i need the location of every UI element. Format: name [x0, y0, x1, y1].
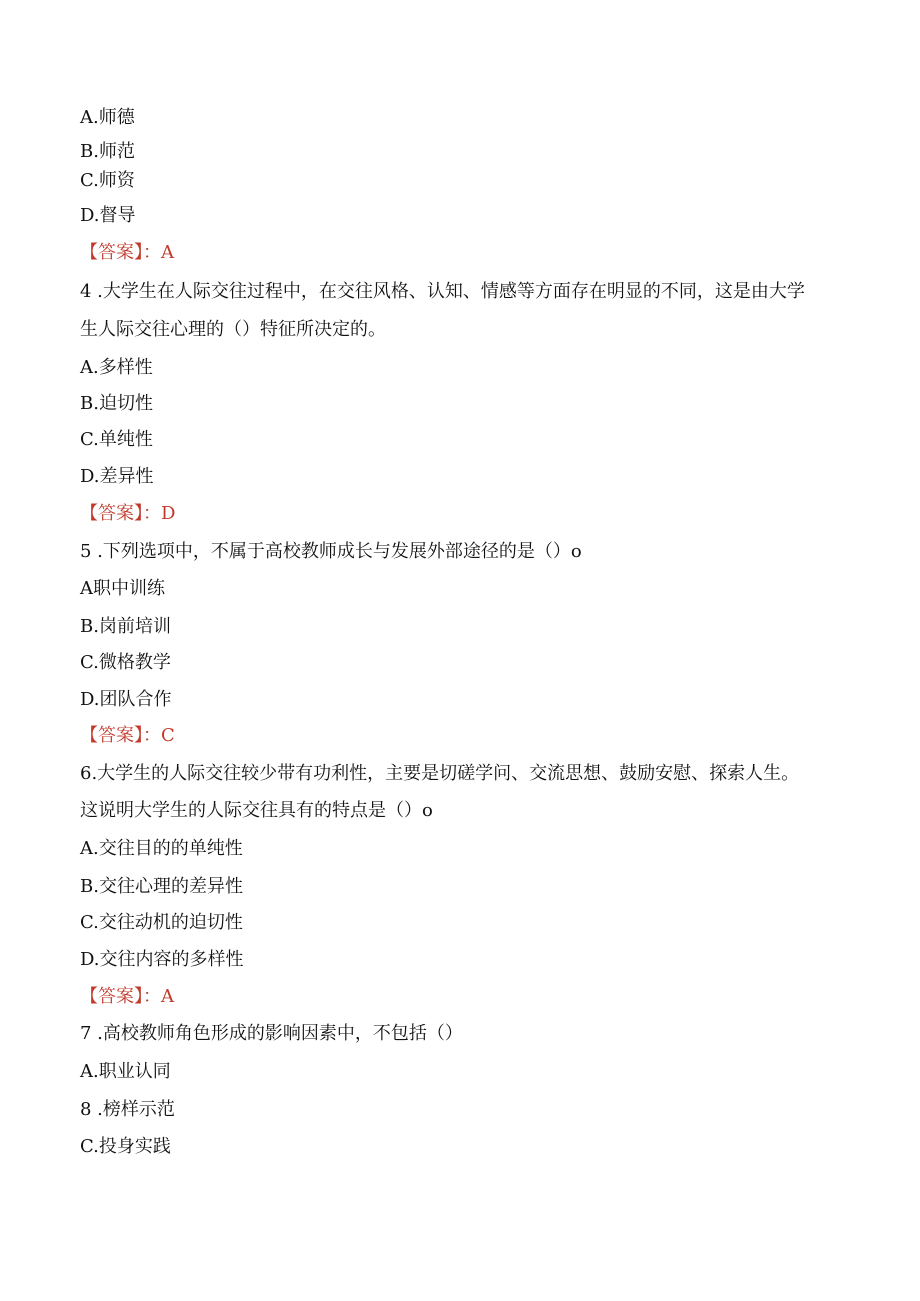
option-line: D.差异性 [80, 466, 154, 487]
option-line: C.单纯性 [80, 429, 153, 450]
answer-line [80, 723, 175, 749]
option-line: C.师资 [80, 170, 135, 191]
answer-value: C [161, 725, 175, 746]
option-line: B.迫切性 [80, 393, 153, 414]
answer-line [80, 501, 175, 527]
question-line: 5 .下列选项中，不属于高校教师成长与发展外部途径的是（）o [80, 541, 582, 562]
option-line: B.师范 [80, 141, 135, 162]
question-line: 6.大学生的人际交往较少带有功利性，主要是切磋学问、交流思想、鼓励安慰、探索人生。 [80, 763, 800, 784]
question-line: 生人际交往心理的（）特征所决定的。 [80, 319, 386, 340]
answer-line [80, 240, 174, 266]
answer-separator: ： [143, 986, 161, 1007]
answer-value: A [161, 242, 174, 263]
option-line: D.督导 [80, 205, 136, 226]
answer-label: 【答案】 [80, 503, 143, 524]
option-line: A.多样性 [80, 357, 153, 378]
option-line: C.交往动机的迫切性 [80, 912, 243, 933]
option-line: B.交往心理的差异性 [80, 876, 243, 897]
option-line: A.职业认同 [80, 1061, 171, 1082]
option-line: A职中训练 [80, 578, 165, 599]
answer-separator: ： [143, 242, 161, 263]
answer-separator: ： [143, 503, 161, 524]
answer-value: D [161, 503, 176, 524]
answer-label: 【答案】 [80, 242, 143, 263]
answer-line [80, 984, 174, 1010]
question-line: 7 .高校教师角色形成的影响因素中，不包括（） [80, 1023, 463, 1044]
option-line: A.师德 [80, 107, 135, 128]
question-line: 这说明大学生的人际交往具有的特点是（）o [80, 800, 433, 821]
option-line: D.团队合作 [80, 689, 172, 710]
option-line: 8 .榜样示范 [80, 1099, 175, 1120]
option-line: B.岗前培训 [80, 616, 171, 637]
answer-label: 【答案】 [80, 725, 143, 746]
option-line: C.投身实践 [80, 1136, 171, 1157]
option-line: D.交往内容的多样性 [80, 949, 244, 970]
option-line: A.交往目的的单纯性 [80, 838, 243, 859]
answer-value: A [161, 986, 174, 1007]
question-line: 4 .大学生在人际交往过程中，在交往风格、认知、情感等方面存在明显的不同，这是由大学 [80, 281, 805, 302]
answer-label: 【答案】 [80, 986, 143, 1007]
option-line: C.微格教学 [80, 652, 171, 673]
answer-separator: ： [143, 725, 161, 746]
